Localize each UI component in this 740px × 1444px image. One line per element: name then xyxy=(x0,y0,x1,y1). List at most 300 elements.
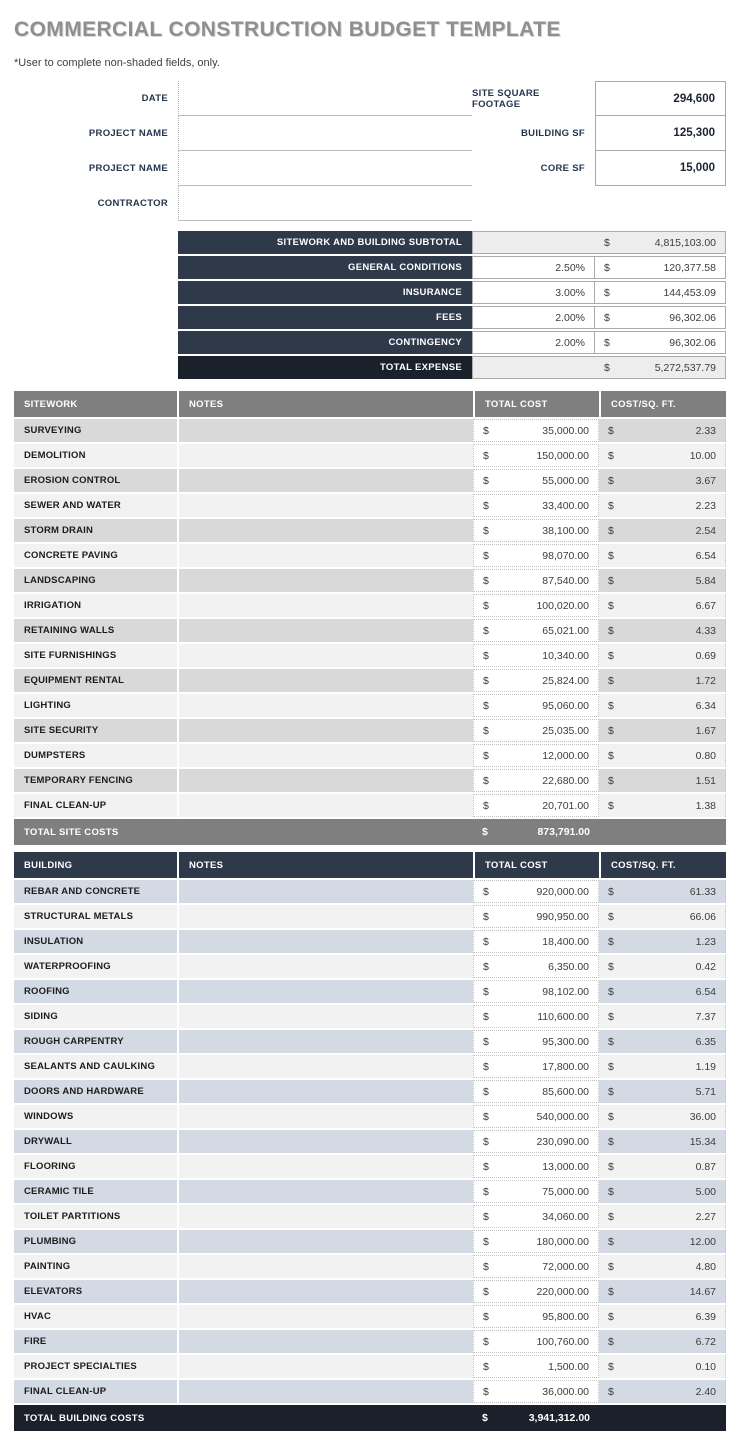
total-cost-cell[interactable] xyxy=(473,1130,599,1153)
amount: 36.00 xyxy=(689,1110,716,1123)
summary-row xyxy=(14,231,726,254)
table-row xyxy=(14,1180,726,1203)
item-cell: DEMOLITION xyxy=(14,444,177,467)
building-table xyxy=(14,852,726,1431)
currency-symbol: $ xyxy=(483,624,489,637)
cost-per-sqft-cell xyxy=(599,1230,726,1253)
currency-symbol: $ xyxy=(483,649,489,662)
item-cell: DOORS AND HARDWARE xyxy=(14,1080,177,1103)
notes-cell xyxy=(177,930,473,953)
notes-cell xyxy=(177,544,473,567)
field-input[interactable] xyxy=(178,151,472,186)
amount: 5.00 xyxy=(695,1185,716,1198)
currency-symbol: $ xyxy=(483,1035,489,1048)
total-cost-cell[interactable] xyxy=(473,694,599,717)
amount: 6.34 xyxy=(695,699,716,712)
table-row xyxy=(14,544,726,567)
total-cost-cell[interactable] xyxy=(473,1030,599,1053)
total-site-costs-label: TOTAL SITE COSTS xyxy=(24,826,119,838)
cost-per-sqft-cell xyxy=(599,494,726,517)
cost-per-sqft-cell xyxy=(599,469,726,492)
amount: 5,272,537.79 xyxy=(654,361,716,374)
amount: 34,060.00 xyxy=(542,1210,589,1223)
item-cell: FLOORING xyxy=(14,1155,177,1178)
cost-per-sqft-cell xyxy=(599,694,726,717)
summary-row xyxy=(14,356,726,379)
amount: 15.34 xyxy=(689,1135,716,1148)
sitework-table xyxy=(14,391,726,845)
currency-symbol: $ xyxy=(608,624,614,637)
amount: 10,340.00 xyxy=(542,649,589,662)
field-input[interactable] xyxy=(178,81,472,116)
amount: 1.19 xyxy=(695,1060,716,1073)
amount: 150,000.00 xyxy=(536,449,589,462)
building-table-footer xyxy=(14,1405,726,1431)
currency-symbol: $ xyxy=(483,1260,489,1273)
amount: 0.69 xyxy=(695,649,716,662)
total-cost-cell[interactable] xyxy=(473,1205,599,1228)
table-row xyxy=(14,619,726,642)
table-row xyxy=(14,444,726,467)
item-cell: FINAL CLEAN-UP xyxy=(14,1380,177,1403)
table-row xyxy=(14,744,726,767)
site-stats xyxy=(472,81,726,186)
total-cost-cell[interactable] xyxy=(473,1180,599,1203)
summary-label: FEES xyxy=(178,306,472,329)
cost-per-sqft-cell xyxy=(599,955,726,978)
total-cost-cell[interactable] xyxy=(473,419,599,442)
item-cell: DUMPSTERS xyxy=(14,744,177,767)
total-cost-cell[interactable] xyxy=(473,1330,599,1353)
summary-amount-cell xyxy=(595,281,726,304)
amount: 2.54 xyxy=(695,524,716,537)
currency-symbol: $ xyxy=(483,1360,489,1373)
item-cell: SURVEYING xyxy=(14,419,177,442)
total-cost-cell[interactable] xyxy=(473,594,599,617)
table-row xyxy=(14,1055,726,1078)
currency-symbol: $ xyxy=(483,910,489,923)
footer-empty-cell xyxy=(599,1405,726,1431)
col-header-building: BUILDING xyxy=(14,852,177,878)
amount: 95,300.00 xyxy=(542,1035,589,1048)
amount: 13,000.00 xyxy=(542,1160,589,1173)
cost-per-sqft-cell xyxy=(599,669,726,692)
summary-spacer xyxy=(14,256,178,279)
total-cost-cell[interactable] xyxy=(473,955,599,978)
summary-amount-cell xyxy=(595,256,726,279)
col-header-total-cost: TOTAL COST xyxy=(473,852,599,878)
total-site-costs-cell xyxy=(473,819,599,845)
currency-symbol: $ xyxy=(608,985,614,998)
total-cost-cell[interactable] xyxy=(473,644,599,667)
currency-symbol: $ xyxy=(608,774,614,787)
table-row xyxy=(14,1130,726,1153)
summary-percent-cell[interactable]: 2.00% xyxy=(472,306,595,329)
notes-cell xyxy=(177,644,473,667)
currency-symbol: $ xyxy=(608,1085,614,1098)
currency-symbol: $ xyxy=(483,1160,489,1173)
summary-row xyxy=(14,256,726,279)
amount: 36,000.00 xyxy=(542,1385,589,1398)
table-row xyxy=(14,880,726,903)
field-input[interactable] xyxy=(178,186,472,221)
amount: 6.72 xyxy=(695,1335,716,1348)
currency-symbol: $ xyxy=(483,1235,489,1248)
table-row xyxy=(14,1280,726,1303)
currency-symbol: $ xyxy=(483,960,489,973)
total-cost-cell[interactable] xyxy=(473,1005,599,1028)
total-cost-cell[interactable] xyxy=(473,880,599,903)
amount: 873,791.00 xyxy=(537,826,590,838)
total-cost-cell[interactable] xyxy=(473,569,599,592)
currency-symbol: $ xyxy=(604,236,610,249)
stat-value-box[interactable]: 294,600 xyxy=(595,81,726,116)
amount: 230,090.00 xyxy=(536,1135,589,1148)
stat-value-box[interactable]: 125,300 xyxy=(595,115,726,151)
amount: 98,102.00 xyxy=(542,985,589,998)
summary-amount-cell xyxy=(595,331,726,354)
table-row xyxy=(14,594,726,617)
total-cost-cell[interactable] xyxy=(473,905,599,928)
currency-symbol: $ xyxy=(608,910,614,923)
total-cost-cell[interactable] xyxy=(473,519,599,542)
cost-per-sqft-cell xyxy=(599,769,726,792)
summary-row xyxy=(14,306,726,329)
site-stat-row xyxy=(472,81,726,116)
summary-amount-cell xyxy=(595,306,726,329)
amount: 17,800.00 xyxy=(542,1060,589,1073)
currency-symbol: $ xyxy=(608,749,614,762)
amount: 14.67 xyxy=(689,1285,716,1298)
amount: 96,302.06 xyxy=(669,311,716,324)
page-note: *User to complete non-shaded fields, only. xyxy=(14,57,220,69)
total-cost-cell[interactable] xyxy=(473,1355,599,1378)
currency-symbol: $ xyxy=(483,1185,489,1198)
total-cost-cell[interactable] xyxy=(473,1055,599,1078)
table-row xyxy=(14,1230,726,1253)
amount: 1.38 xyxy=(695,799,716,812)
amount: 61.33 xyxy=(689,885,716,898)
currency-symbol: $ xyxy=(483,1135,489,1148)
total-cost-cell[interactable] xyxy=(473,930,599,953)
sitework-table-header-row xyxy=(14,391,726,417)
currency-symbol: $ xyxy=(608,1060,614,1073)
amount: 22,680.00 xyxy=(542,774,589,787)
notes-cell xyxy=(177,469,473,492)
summary-label: INSURANCE xyxy=(178,281,472,304)
currency-symbol: $ xyxy=(608,649,614,662)
notes-cell xyxy=(177,980,473,1003)
notes-cell xyxy=(177,1055,473,1078)
currency-symbol: $ xyxy=(608,499,614,512)
cost-per-sqft-cell xyxy=(599,1180,726,1203)
table-row xyxy=(14,1305,726,1328)
item-cell: SIDING xyxy=(14,1005,177,1028)
amount: 6.67 xyxy=(695,599,716,612)
currency-symbol: $ xyxy=(483,599,489,612)
amount: 95,060.00 xyxy=(542,699,589,712)
amount: 38,100.00 xyxy=(542,524,589,537)
amount: 4.33 xyxy=(695,624,716,637)
currency-symbol: $ xyxy=(483,1385,489,1398)
total-cost-cell[interactable] xyxy=(473,444,599,467)
summary-row xyxy=(14,281,726,304)
currency-symbol: $ xyxy=(483,474,489,487)
amount: 100,020.00 xyxy=(536,599,589,612)
table-row xyxy=(14,1005,726,1028)
total-cost-cell[interactable] xyxy=(473,1080,599,1103)
notes-cell xyxy=(177,619,473,642)
currency-symbol: $ xyxy=(608,1310,614,1323)
amount: 2.40 xyxy=(695,1385,716,1398)
cost-per-sqft-cell xyxy=(599,1105,726,1128)
item-cell: TEMPORARY FENCING xyxy=(14,769,177,792)
item-cell: REBAR AND CONCRETE xyxy=(14,880,177,903)
amount: 220,000.00 xyxy=(536,1285,589,1298)
summary-spacer xyxy=(14,231,178,254)
amount: 10.00 xyxy=(689,449,716,462)
amount: 6.39 xyxy=(695,1310,716,1323)
currency-symbol: $ xyxy=(483,1110,489,1123)
col-header-cost-per-sqft: COST/SQ. FT. xyxy=(599,852,726,878)
table-row xyxy=(14,769,726,792)
total-cost-cell[interactable] xyxy=(473,669,599,692)
amount: 3,941,312.00 xyxy=(528,1412,590,1424)
currency-symbol: $ xyxy=(608,1035,614,1048)
cost-per-sqft-cell xyxy=(599,1255,726,1278)
amount: 55,000.00 xyxy=(542,474,589,487)
amount: 990,950.00 xyxy=(536,910,589,923)
item-cell: STRUCTURAL METALS xyxy=(14,905,177,928)
summary-label: GENERAL CONDITIONS xyxy=(178,256,472,279)
total-cost-cell[interactable] xyxy=(473,494,599,517)
currency-symbol: $ xyxy=(608,935,614,948)
amount: 1.72 xyxy=(695,674,716,687)
summary-percent-cell[interactable]: 2.00% xyxy=(472,331,595,354)
notes-cell xyxy=(177,1080,473,1103)
table-row xyxy=(14,419,726,442)
currency-symbol: $ xyxy=(483,424,489,437)
field-input[interactable] xyxy=(178,116,472,151)
currency-symbol: $ xyxy=(483,799,489,812)
amount: 2.27 xyxy=(695,1210,716,1223)
amount: 2.33 xyxy=(695,424,716,437)
cost-per-sqft-cell xyxy=(599,719,726,742)
amount: 540,000.00 xyxy=(536,1110,589,1123)
currency-symbol: $ xyxy=(483,1285,489,1298)
currency-symbol: $ xyxy=(608,1335,614,1348)
sitework-table-body xyxy=(14,419,726,817)
summary-label: TOTAL EXPENSE xyxy=(178,356,472,379)
amount: 1.23 xyxy=(695,935,716,948)
amount: 18,400.00 xyxy=(542,935,589,948)
project-field-row xyxy=(14,186,472,221)
cost-per-sqft-cell xyxy=(599,1355,726,1378)
item-cell: IRRIGATION xyxy=(14,594,177,617)
item-cell: FIRE xyxy=(14,1330,177,1353)
currency-symbol: $ xyxy=(483,1335,489,1348)
notes-cell xyxy=(177,955,473,978)
currency-symbol: $ xyxy=(608,1285,614,1298)
summary-section xyxy=(14,231,726,379)
currency-symbol: $ xyxy=(608,1185,614,1198)
currency-symbol: $ xyxy=(483,1310,489,1323)
total-cost-cell[interactable] xyxy=(473,1280,599,1303)
summary-spacer xyxy=(14,306,178,329)
currency-symbol: $ xyxy=(483,549,489,562)
currency-symbol: $ xyxy=(483,749,489,762)
amount: 12,000.00 xyxy=(542,749,589,762)
amount: 6.35 xyxy=(695,1035,716,1048)
footer-empty-cell xyxy=(599,819,726,845)
notes-cell xyxy=(177,1205,473,1228)
item-cell: SITE FURNISHINGS xyxy=(14,644,177,667)
total-cost-cell[interactable] xyxy=(473,1255,599,1278)
amount: 72,000.00 xyxy=(542,1260,589,1273)
table-row xyxy=(14,794,726,817)
total-cost-cell[interactable] xyxy=(473,719,599,742)
cost-per-sqft-cell xyxy=(599,444,726,467)
table-row xyxy=(14,569,726,592)
table-row xyxy=(14,1155,726,1178)
notes-cell xyxy=(177,1030,473,1053)
total-cost-cell[interactable] xyxy=(473,1155,599,1178)
currency-symbol: $ xyxy=(608,574,614,587)
amount: 100,760.00 xyxy=(536,1335,589,1348)
total-cost-cell[interactable] xyxy=(473,744,599,767)
amount: 0.80 xyxy=(695,749,716,762)
amount: 4,815,103.00 xyxy=(654,236,716,249)
summary-percent-cell[interactable] xyxy=(472,356,595,379)
notes-cell xyxy=(177,1180,473,1203)
currency-symbol: $ xyxy=(483,1210,489,1223)
summary-percent-cell[interactable] xyxy=(472,231,595,254)
amount: 6.54 xyxy=(695,985,716,998)
field-label: CONTRACTOR xyxy=(97,198,168,209)
table-row xyxy=(14,905,726,928)
item-cell: WATERPROOFING xyxy=(14,955,177,978)
amount: 0.87 xyxy=(695,1160,716,1173)
amount: 98,070.00 xyxy=(542,549,589,562)
notes-cell xyxy=(177,1105,473,1128)
currency-symbol: $ xyxy=(608,674,614,687)
amount: 87,540.00 xyxy=(542,574,589,587)
currency-symbol: $ xyxy=(483,1085,489,1098)
total-cost-cell[interactable] xyxy=(473,1230,599,1253)
site-stat-row xyxy=(472,151,726,186)
total-cost-cell[interactable] xyxy=(473,980,599,1003)
currency-symbol: $ xyxy=(483,724,489,737)
table-row xyxy=(14,469,726,492)
page-title: COMMERCIAL CONSTRUCTION BUDGET TEMPLATE xyxy=(14,18,561,41)
currency-symbol: $ xyxy=(608,1010,614,1023)
summary-percent-cell[interactable]: 3.00% xyxy=(472,281,595,304)
item-cell: PROJECT SPECIALTIES xyxy=(14,1355,177,1378)
total-cost-cell[interactable] xyxy=(473,769,599,792)
currency-symbol: $ xyxy=(608,1110,614,1123)
notes-cell xyxy=(177,1255,473,1278)
amount: 75,000.00 xyxy=(542,1185,589,1198)
stat-value-box[interactable]: 15,000 xyxy=(595,150,726,186)
summary-amount-cell xyxy=(595,231,726,254)
item-cell: HVAC xyxy=(14,1305,177,1328)
total-cost-cell[interactable] xyxy=(473,544,599,567)
cost-per-sqft-cell xyxy=(599,544,726,567)
cost-per-sqft-cell xyxy=(599,1005,726,1028)
item-cell: ROOFING xyxy=(14,980,177,1003)
amount: 12.00 xyxy=(689,1235,716,1248)
amount: 25,035.00 xyxy=(542,724,589,737)
amount: 6.54 xyxy=(695,549,716,562)
table-row xyxy=(14,955,726,978)
item-cell: FINAL CLEAN-UP xyxy=(14,794,177,817)
sitework-table-footer xyxy=(14,819,726,845)
currency-symbol: $ xyxy=(608,1360,614,1373)
notes-cell xyxy=(177,1380,473,1403)
summary-percent-cell[interactable]: 2.50% xyxy=(472,256,595,279)
total-cost-cell[interactable] xyxy=(473,1105,599,1128)
notes-cell xyxy=(177,880,473,903)
item-cell: ELEVATORS xyxy=(14,1280,177,1303)
amount: 85,600.00 xyxy=(542,1085,589,1098)
currency-symbol: $ xyxy=(608,549,614,562)
cost-per-sqft-cell xyxy=(599,1030,726,1053)
total-cost-cell[interactable] xyxy=(473,469,599,492)
notes-cell xyxy=(177,594,473,617)
table-row xyxy=(14,930,726,953)
cost-per-sqft-cell xyxy=(599,569,726,592)
project-field-row xyxy=(14,151,472,186)
currency-symbol: $ xyxy=(483,985,489,998)
currency-symbol: $ xyxy=(608,424,614,437)
notes-cell xyxy=(177,1130,473,1153)
total-cost-cell[interactable] xyxy=(473,794,599,817)
currency-symbol: $ xyxy=(483,524,489,537)
amount: 95,800.00 xyxy=(542,1310,589,1323)
total-cost-cell[interactable] xyxy=(473,1305,599,1328)
item-cell: RETAINING WALLS xyxy=(14,619,177,642)
table-row xyxy=(14,494,726,517)
amount: 4.80 xyxy=(695,1260,716,1273)
col-header-total-cost: TOTAL COST xyxy=(473,391,599,417)
amount: 7.37 xyxy=(695,1010,716,1023)
cost-per-sqft-cell xyxy=(599,1205,726,1228)
amount: 66.06 xyxy=(689,910,716,923)
item-cell: SITE SECURITY xyxy=(14,719,177,742)
notes-cell xyxy=(177,669,473,692)
cost-per-sqft-cell xyxy=(599,1305,726,1328)
cost-per-sqft-cell xyxy=(599,905,726,928)
summary-row xyxy=(14,331,726,354)
amount: 1.51 xyxy=(695,774,716,787)
cost-per-sqft-cell xyxy=(599,980,726,1003)
total-cost-cell[interactable] xyxy=(473,619,599,642)
currency-symbol: $ xyxy=(608,699,614,712)
table-row xyxy=(14,1105,726,1128)
item-cell: WINDOWS xyxy=(14,1105,177,1128)
table-row xyxy=(14,1030,726,1053)
currency-symbol: $ xyxy=(608,449,614,462)
cost-per-sqft-cell xyxy=(599,619,726,642)
total-cost-cell[interactable] xyxy=(473,1380,599,1403)
field-label: PROJECT NAME xyxy=(88,163,168,174)
currency-symbol: $ xyxy=(483,774,489,787)
cost-per-sqft-cell xyxy=(599,1380,726,1403)
cost-per-sqft-cell xyxy=(599,1330,726,1353)
table-row xyxy=(14,1080,726,1103)
cost-per-sqft-cell xyxy=(599,1280,726,1303)
currency-symbol: $ xyxy=(483,499,489,512)
